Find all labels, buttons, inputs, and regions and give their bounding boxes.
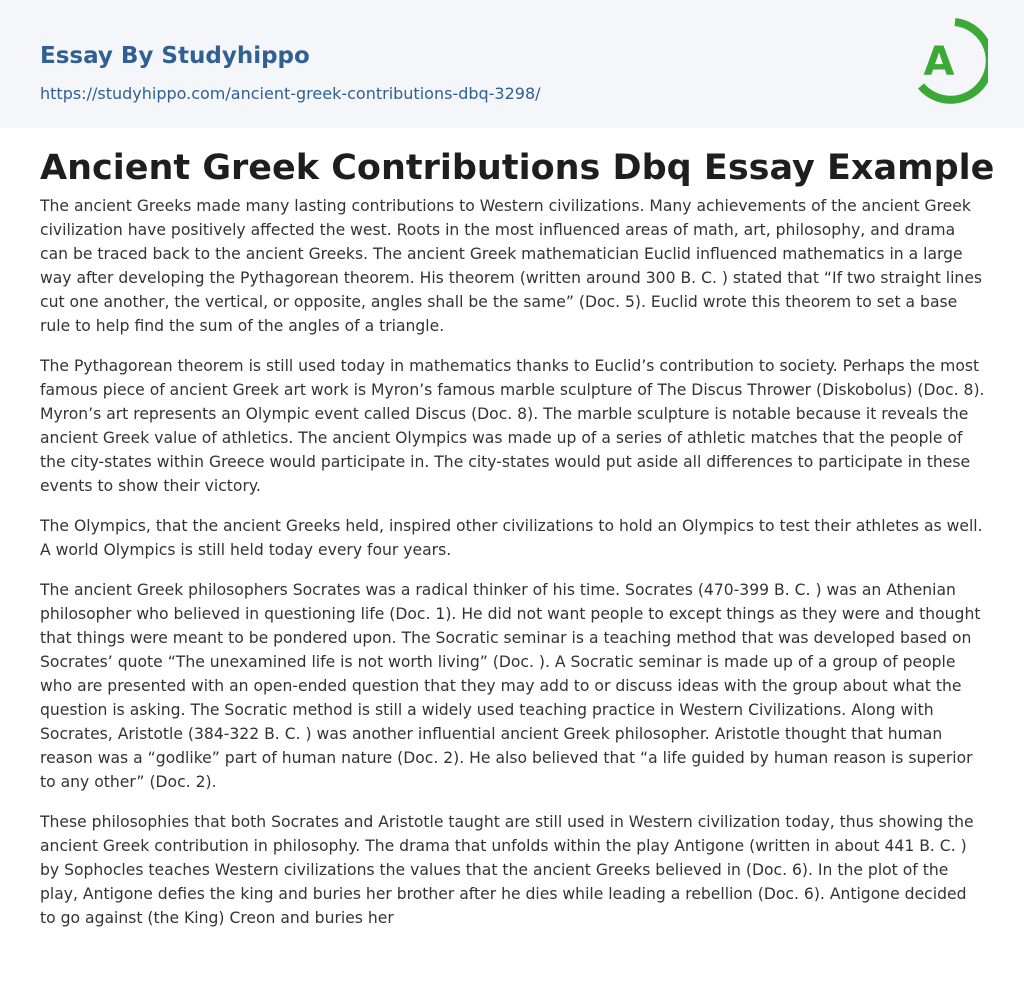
site-title[interactable]: Essay By Studyhippo [40,43,310,69]
site-header [0,0,1024,128]
paragraph: The ancient Greek philosophers Socrates was a radical thinker of his time. Socrates (470-399 B. C. ) was an Athenian philosopher who believed in questioning life (Doc. 1). He did not want people to except things as they were and thought that things were meant to be pondered upon. The Socratic seminar is a teaching method that was developed based on Socrates’ quote “The unexamined life is not worth living” (Doc. ). A Socratic seminar is made up of a group of people who are presented with an open-ended question that they may add to or discuss ideas with the group about what the question is asking. The Socratic method is still a widely used teaching practice in Western Civilizations. Along with Socrates, Aristotle (384-322 B. C. ) was another influential ancient Greek philosopher. Aristotle thought that human reason was a “godlike” part of human nature (Doc. 2). He also believed that “a life guided by human reason is superior to any other” (Doc. 2). [40,581,981,791]
paragraph: The Pythagorean theorem is still used today in mathematics thanks to Euclid’s contribution to society. Perhaps the most famous piece of ancient Greek art work is Myron’s famous marble sculpture of The Discus Thrower (Diskobolus) (Doc. 8). Myron’s art represents an Olympic event called Discus (Doc. 8). The marble sculpture is notable because it reveals the ancient Greek value of athletics. The ancient Olympics was made up of a series of athletic matches that the people of the city-states within Greece would participate in. The city-states would put aside all differences to participate in these events to show their victory. [40,357,985,495]
paragraph: These philosophies that both Socrates and Aristotle taught are still used in Western civilization today, thus showing the ancient Greek contribution in philosophy. The drama that unfolds within the play Antigone (written in about 441 B. C. ) by Sophocles teaches Western civilizations the values that the ancient Greeks believed in (Doc. 6). In the plot of the play, Antigone defies the king and buries her brother after he dies while leading a rebellion (Doc. 6). Antigone decided to go against (the King) Creon and buries her [40,813,974,927]
page-title: Ancient Greek Contributions Dbq Essay Example [40,148,995,188]
essay-content [40,194,986,946]
paragraph: The Olympics, that the ancient Greeks held, inspired other civilizations to hold an Olympics to test their athletes as well. A world Olympics is still held today every four years. [40,517,983,559]
studyhippo-logo-icon[interactable] [910,18,988,106]
logo-letter: A [923,39,955,85]
paragraph: The ancient Greeks made many lasting contributions to Western civilizations. Many achievements of the ancient Greek civilization have positively affected the west. Roots in the most influenced areas of math, art, philosophy, and drama can be traced back to the ancient Greeks. The ancient Greek mathematician Euclid influenced mathematics in a large way after developing the Pythagorean theorem. His theorem (written around 300 B. C. ) stated that “If two straight lines cut one another, the vertical, or opposite, angles shall be the same” (Doc. 5). Euclid wrote this theorem to set a base rule to help find the sum of the angles of a triangle. [40,197,983,335]
page-url-link[interactable]: https://studyhippo.com/ancient-greek-contributions-dbq-3298/ [40,84,541,103]
